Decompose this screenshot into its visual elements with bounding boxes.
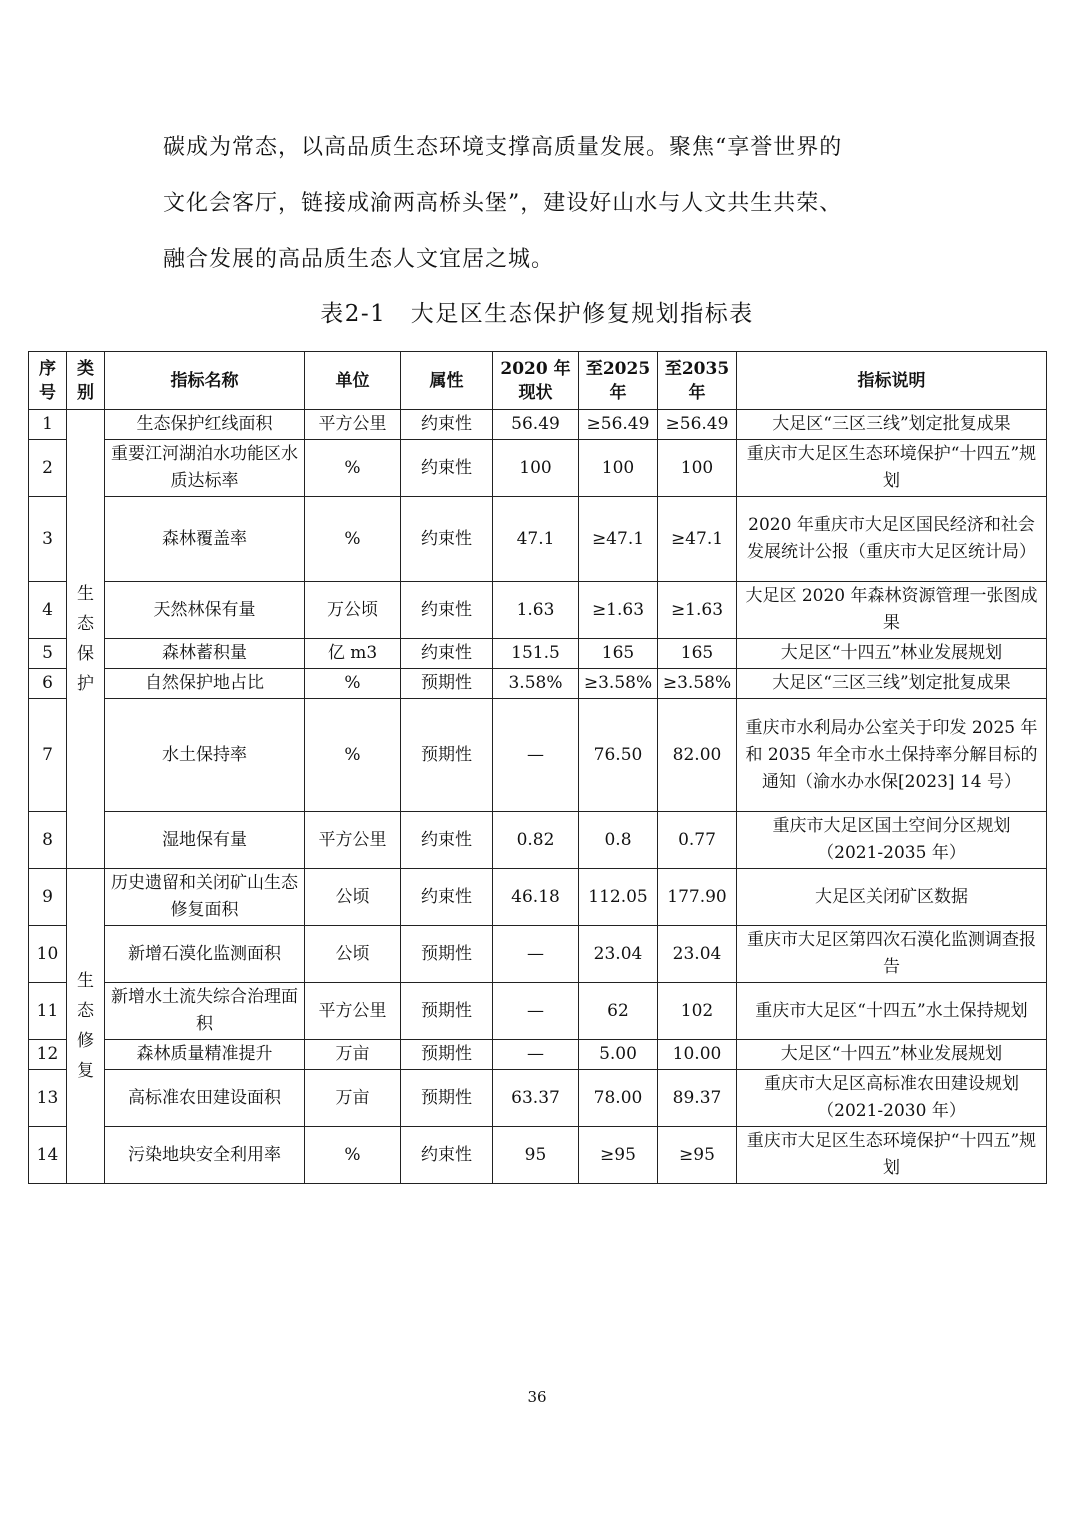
cell-description: 大足区“三区三线”划定批复成果 [737, 669, 1047, 699]
cell-2025: 0.8 [579, 812, 658, 869]
cell-name: 新增水土流失综合治理面积 [105, 983, 305, 1040]
cell-unit: % [305, 1127, 401, 1184]
table-row [29, 497, 1047, 582]
cell-unit: 平方公里 [305, 410, 401, 440]
cell-unit: 平方公里 [305, 812, 401, 869]
table-row [29, 699, 1047, 812]
category-char: 保 [77, 644, 94, 664]
header-category: 类 别 [67, 352, 105, 410]
cell-2025: 76.50 [579, 699, 658, 812]
cell-name: 森林质量精准提升 [105, 1040, 305, 1070]
cell-unit: 公顷 [305, 926, 401, 983]
cell-seq: 11 [29, 983, 67, 1040]
cell-name: 森林覆盖率 [105, 497, 305, 582]
category-char: 态 [77, 1001, 94, 1021]
cell-2020: — [493, 926, 579, 983]
category-char: 生 [77, 971, 94, 991]
cell-description: 大足区关闭矿区数据 [737, 869, 1047, 926]
cell-2035: ≥47.1 [658, 497, 737, 582]
cell-description: 重庆市大足区第四次石漠化监测调查报告 [737, 926, 1047, 983]
cell-name: 湿地保有量 [105, 812, 305, 869]
cell-2025: 5.00 [579, 1040, 658, 1070]
page-number: 36 [527, 1388, 547, 1406]
cell-unit: 万公顷 [305, 582, 401, 639]
cell-unit: % [305, 669, 401, 699]
cell-seq: 6 [29, 669, 67, 699]
table-row [29, 812, 1047, 869]
cell-description: 2020 年重庆市大足区国民经济和社会发展统计公报（重庆市大足区统计局） [737, 497, 1047, 582]
header-2020: 2020 年 现状 [493, 352, 579, 410]
cell-description: 重庆市大足区国土空间分区规划（2021-2035 年） [737, 812, 1047, 869]
category-char: 态 [77, 614, 94, 634]
cell-seq: 10 [29, 926, 67, 983]
cell-description: 重庆市大足区“十四五”水土保持规划 [737, 983, 1047, 1040]
cell-category [67, 869, 105, 1184]
cell-unit: 万亩 [305, 1040, 401, 1070]
paragraph-line: 文化会客厅，链接成渝两高桥头堡”，建设好山水与人文共生共荣、 [163, 191, 843, 216]
cell-2035: 89.37 [658, 1070, 737, 1127]
cell-seq: 1 [29, 410, 67, 440]
cell-seq: 2 [29, 440, 67, 497]
cell-seq: 4 [29, 582, 67, 639]
cell-name: 自然保护地占比 [105, 669, 305, 699]
header-2035: 至2035 年 [658, 352, 737, 410]
table-row [29, 1040, 1047, 1070]
cell-2020: 100 [493, 440, 579, 497]
intro-paragraph [163, 120, 923, 288]
cell-description: 重庆市水利局办公室关于印发 2025 年和 2035 年全市水土保持率分解目标的通知（渝水办水保[2023] 14 号） [737, 699, 1047, 812]
cell-unit: % [305, 440, 401, 497]
cell-2035: ≥3.58% [658, 669, 737, 699]
cell-attribute: 预期性 [401, 1070, 493, 1127]
table-row [29, 1127, 1047, 1184]
table-row [29, 410, 1047, 440]
cell-name: 天然林保有量 [105, 582, 305, 639]
header-name: 指标名称 [105, 352, 305, 410]
cell-2035: ≥1.63 [658, 582, 737, 639]
cell-name: 历史遗留和关闭矿山生态修复面积 [105, 869, 305, 926]
cell-seq: 5 [29, 639, 67, 669]
table-caption: 表2-1 大足区生态保护修复规划指标表 [320, 301, 754, 327]
cell-description: 大足区“十四五”林业发展规划 [737, 1040, 1047, 1070]
header-seq: 序 号 [29, 352, 67, 410]
cell-description: 重庆市大足区生态环境保护“十四五”规划 [737, 440, 1047, 497]
cell-2025: 112.05 [579, 869, 658, 926]
cell-seq: 9 [29, 869, 67, 926]
cell-2020: 63.37 [493, 1070, 579, 1127]
cell-unit: % [305, 699, 401, 812]
header-attribute: 属性 [401, 352, 493, 410]
table-row [29, 983, 1047, 1040]
cell-2025: 165 [579, 639, 658, 669]
category-char: 复 [77, 1061, 94, 1081]
cell-attribute: 预期性 [401, 983, 493, 1040]
cell-2020: — [493, 699, 579, 812]
cell-attribute: 约束性 [401, 812, 493, 869]
cell-attribute: 约束性 [401, 440, 493, 497]
cell-2035: 10.00 [658, 1040, 737, 1070]
cell-seq: 8 [29, 812, 67, 869]
paragraph-line: 碳成为常态，以高品质生态环境支撑高质量发展。聚焦“享誉世界的 [163, 135, 843, 160]
cell-name: 生态保护红线面积 [105, 410, 305, 440]
cell-attribute: 约束性 [401, 639, 493, 669]
cell-2035: 102 [658, 983, 737, 1040]
table-row [29, 869, 1047, 926]
cell-2020: 0.82 [493, 812, 579, 869]
cell-attribute: 预期性 [401, 1040, 493, 1070]
cell-2025: ≥95 [579, 1127, 658, 1184]
cell-2035: 0.77 [658, 812, 737, 869]
indicator-table [28, 351, 1047, 1184]
cell-unit: 平方公里 [305, 983, 401, 1040]
cell-2025: ≥3.58% [579, 669, 658, 699]
cell-attribute: 预期性 [401, 699, 493, 812]
category-char: 修 [77, 1031, 94, 1051]
cell-category [67, 410, 105, 869]
cell-name: 高标准农田建设面积 [105, 1070, 305, 1127]
cell-2020: — [493, 1040, 579, 1070]
cell-seq: 14 [29, 1127, 67, 1184]
header-row [29, 352, 1047, 410]
cell-2025: ≥47.1 [579, 497, 658, 582]
header-description: 指标说明 [737, 352, 1047, 410]
cell-description: 大足区 2020 年森林资源管理一张图成果 [737, 582, 1047, 639]
cell-seq: 13 [29, 1070, 67, 1127]
cell-2025: 23.04 [579, 926, 658, 983]
cell-unit: 万亩 [305, 1070, 401, 1127]
cell-2035: ≥56.49 [658, 410, 737, 440]
cell-2020: 95 [493, 1127, 579, 1184]
cell-attribute: 预期性 [401, 669, 493, 699]
cell-seq: 7 [29, 699, 67, 812]
cell-2035: 23.04 [658, 926, 737, 983]
cell-unit: 公顷 [305, 869, 401, 926]
cell-2025: ≥1.63 [579, 582, 658, 639]
cell-seq: 12 [29, 1040, 67, 1070]
cell-2020: 47.1 [493, 497, 579, 582]
cell-unit: % [305, 497, 401, 582]
cell-2025: 62 [579, 983, 658, 1040]
cell-2020: 46.18 [493, 869, 579, 926]
cell-attribute: 约束性 [401, 497, 493, 582]
cell-attribute: 约束性 [401, 1127, 493, 1184]
cell-2025: 78.00 [579, 1070, 658, 1127]
table-row [29, 926, 1047, 983]
cell-name: 污染地块安全利用率 [105, 1127, 305, 1184]
cell-attribute: 约束性 [401, 869, 493, 926]
paragraph-line: 融合发展的高品质生态人文宜居之城。 [163, 247, 555, 272]
cell-name: 新增石漠化监测面积 [105, 926, 305, 983]
table-row [29, 1070, 1047, 1127]
cell-2020: 56.49 [493, 410, 579, 440]
table-row [29, 639, 1047, 669]
cell-seq: 3 [29, 497, 67, 582]
cell-description: 重庆市大足区生态环境保护“十四五”规划 [737, 1127, 1047, 1184]
cell-2025: ≥56.49 [579, 410, 658, 440]
cell-description: 重庆市大足区高标准农田建设规划（2021-2030 年） [737, 1070, 1047, 1127]
category-char: 护 [77, 674, 94, 694]
table-row [29, 440, 1047, 497]
cell-2035: 165 [658, 639, 737, 669]
header-unit: 单位 [305, 352, 401, 410]
cell-2035: ≥95 [658, 1127, 737, 1184]
cell-attribute: 约束性 [401, 582, 493, 639]
category-char: 生 [77, 584, 94, 604]
cell-attribute: 约束性 [401, 410, 493, 440]
cell-attribute: 预期性 [401, 926, 493, 983]
cell-2020: 1.63 [493, 582, 579, 639]
cell-description: 大足区“三区三线”划定批复成果 [737, 410, 1047, 440]
cell-2020: 3.58% [493, 669, 579, 699]
cell-2035: 177.90 [658, 869, 737, 926]
header-2025: 至2025 年 [579, 352, 658, 410]
cell-name: 重要江河湖泊水功能区水质达标率 [105, 440, 305, 497]
table-row [29, 582, 1047, 639]
cell-name: 森林蓄积量 [105, 639, 305, 669]
cell-2035: 100 [658, 440, 737, 497]
cell-2035: 82.00 [658, 699, 737, 812]
cell-2020: 151.5 [493, 639, 579, 669]
table-row [29, 669, 1047, 699]
cell-name: 水土保持率 [105, 699, 305, 812]
cell-2025: 100 [579, 440, 658, 497]
cell-2020: — [493, 983, 579, 1040]
cell-description: 大足区“十四五”林业发展规划 [737, 639, 1047, 669]
cell-unit: 亿 m3 [305, 639, 401, 669]
